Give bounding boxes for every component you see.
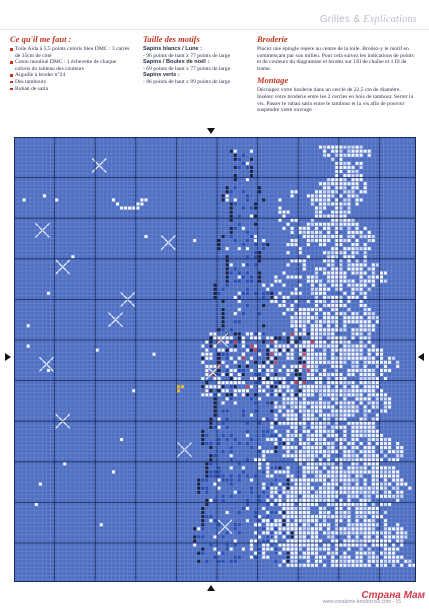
footer-site: www.creations-brodecroix.com - 15 bbox=[322, 599, 401, 605]
materials-column bbox=[10, 34, 130, 92]
sizes-column bbox=[143, 34, 253, 86]
chart-grid-svg bbox=[14, 137, 416, 582]
page-footer bbox=[0, 590, 429, 610]
materials-item: Ruban de satin bbox=[10, 86, 130, 93]
watermark-logo: Страна Мам bbox=[361, 590, 425, 601]
size-group-line: - 69 points de haut x 77 points de large bbox=[143, 65, 231, 72]
montage-heading: Montage bbox=[257, 75, 289, 86]
size-group-line: - 96 points de haut x 77 points de large bbox=[143, 52, 231, 59]
header-rule bbox=[0, 29, 429, 30]
cross-stitch-chart bbox=[14, 137, 416, 582]
broderie-text: Placez une épingle repère au centre de la toile. Brodez-y le motif en commençant par son milieu. Pour cela suivez les indications de points et de couleurs du diagramme et brodez sur 1fil de chaîne et 1 fil de trame. bbox=[257, 46, 414, 72]
center-marker-top-icon bbox=[207, 128, 215, 134]
size-group-title: Sapins verts : bbox=[143, 72, 180, 79]
montage-text: Découpez votre broderie dans un cercle de 22,5 cm de diamètre. Insérez votre broderie entre les 2 cercles en bois de tambour. Serrer la vis. Passer le ruban satin entre le tambour et la vis afin de pouvoir suspendre votre ouvrage bbox=[257, 87, 414, 114]
instructions-column bbox=[257, 34, 417, 116]
broderie-heading: Broderie bbox=[257, 34, 288, 44]
page-header bbox=[0, 0, 429, 30]
center-marker-left-icon bbox=[5, 353, 11, 361]
materials-list bbox=[10, 46, 130, 92]
size-group-title: Sapins / Boules de noël : bbox=[143, 59, 210, 66]
size-group-title: Sapins blancs / Lune : bbox=[143, 46, 203, 52]
section-title bbox=[320, 14, 417, 25]
section-title-italic: Explications bbox=[363, 14, 417, 25]
materials-item: Des tambours bbox=[10, 79, 130, 86]
materials-item: Toile Aïda à 5,5 points coloris bleu DMC : 3 carrés de 35cm de côté bbox=[10, 46, 130, 59]
size-group bbox=[143, 59, 253, 72]
materials-item: Aiguille à broder n°24 bbox=[10, 72, 130, 79]
size-group bbox=[143, 46, 253, 59]
sizes-heading: Taille des motifs bbox=[143, 34, 200, 44]
section-title-text: Grilles & bbox=[319, 14, 361, 25]
center-marker-right-icon bbox=[418, 353, 424, 361]
size-group-line: - 86 points de haut x 89 points de large bbox=[143, 78, 231, 85]
size-group bbox=[143, 72, 253, 85]
materials-heading: Ce qu'il me faut : bbox=[10, 34, 72, 44]
materials-item: Coton mouliné DMC : 1 échevette de chaque coloris du tableau des couleurs bbox=[10, 59, 130, 72]
